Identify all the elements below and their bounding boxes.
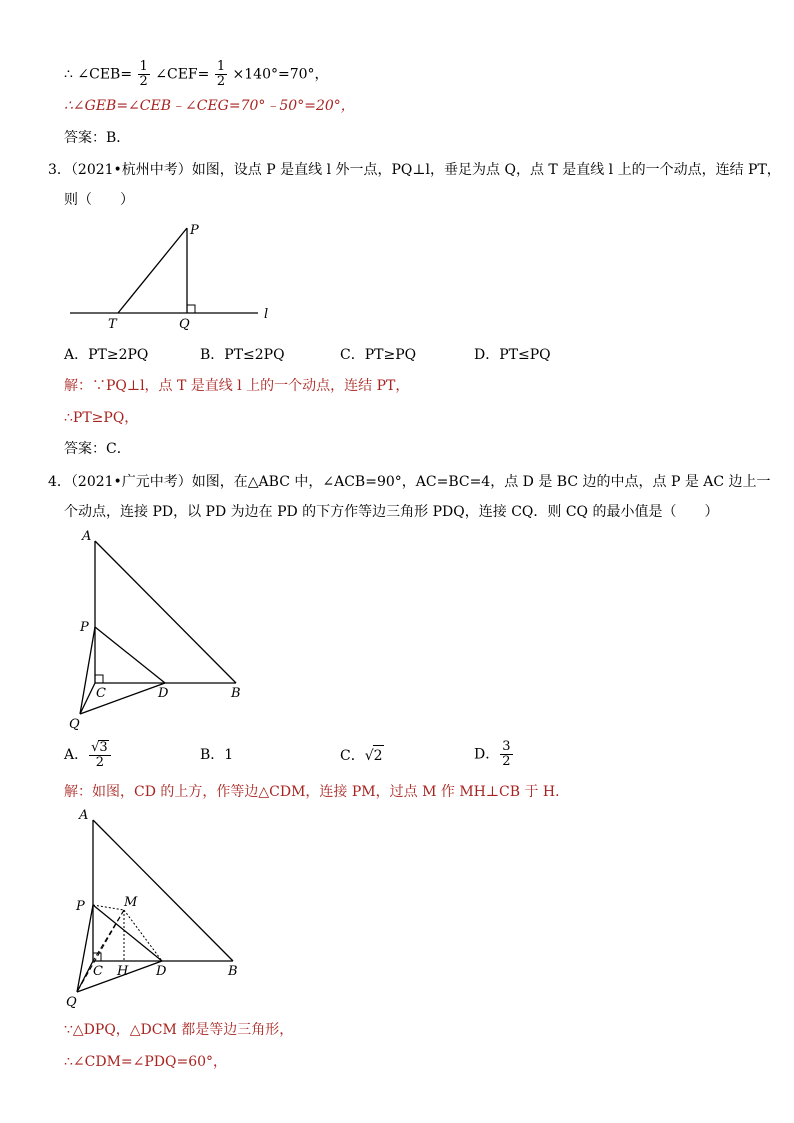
q4-solution-3: ∴∠CDM=∠PDQ=60°， bbox=[64, 1054, 228, 1070]
fraction-1-den: 2 bbox=[139, 74, 148, 89]
segment-PD bbox=[93, 905, 162, 961]
label-M: M bbox=[124, 895, 138, 910]
label-D: D bbox=[158, 686, 169, 701]
option-C-radicand: 2 bbox=[373, 745, 384, 766]
label-C: C bbox=[93, 964, 103, 979]
solution-line-2: ∴∠GEB=∠CEB﹣∠CEG=70°﹣50°=20°， bbox=[64, 98, 355, 114]
label-B: B bbox=[228, 964, 238, 979]
answer-q2: 答案：B． bbox=[64, 130, 131, 146]
option-C-label: C． bbox=[340, 748, 365, 764]
label-Q: Q bbox=[179, 317, 190, 332]
fraction-2-num: 1 bbox=[216, 59, 226, 74]
option-D-label: D． bbox=[474, 746, 500, 763]
q3-option-C: C．PT≥PQ bbox=[340, 347, 417, 363]
q3-option-D: D．PT≤PQ bbox=[474, 347, 551, 363]
segment-PQ bbox=[77, 905, 93, 992]
fraction-1-num: 1 bbox=[139, 59, 148, 74]
label-A: A bbox=[79, 808, 89, 823]
label-T: T bbox=[108, 317, 117, 332]
label-Q: Q bbox=[69, 717, 80, 732]
fraction-2-den: 2 bbox=[216, 74, 226, 89]
option-A-num: √3 bbox=[89, 740, 111, 756]
expr-part-a: ∠CEB= bbox=[77, 66, 133, 83]
label-P: P bbox=[190, 223, 199, 238]
label-Q: Q bbox=[66, 995, 77, 1010]
option-A-label: A． bbox=[64, 747, 89, 763]
option-D-den: 2 bbox=[502, 754, 511, 769]
option-A-den: 2 bbox=[95, 755, 105, 770]
label-P: P bbox=[76, 899, 85, 914]
q3-text-1: 3．（2021•杭州中考）如图，设点 P 是直线 l 外一点，PQ⊥l，垂足为点 Q，点 T 是直线 l 上的一个动点，连结 PT， bbox=[48, 162, 781, 178]
q4-solution-2: ∵△DPQ，△DCM 都是等边三角形， bbox=[64, 1022, 294, 1038]
label-C: C bbox=[96, 686, 106, 701]
label-H: H bbox=[117, 964, 129, 979]
q4-option-B: B．1 bbox=[200, 747, 234, 763]
option-A-radicand: 3 bbox=[99, 740, 108, 755]
label-l: l bbox=[264, 307, 269, 322]
q3-solution-1: 解：∵PQ⊥l，点 T 是直线 l 上的一个动点，连结 PT， bbox=[64, 378, 410, 394]
q3-option-A: A．PT≥2PQ bbox=[64, 347, 149, 363]
q3-solution-2: ∴PT≥PQ， bbox=[64, 410, 139, 426]
expr-part-b: ∠CEF= bbox=[155, 66, 210, 83]
segment-AB bbox=[93, 820, 233, 961]
q4-text-1: 4．（2021•广元中考）如图，在△ABC 中，∠ACB=90°，AC=BC=4，点 D 是 BC 边的中点，点 P 是 AC 边上一 bbox=[48, 474, 771, 490]
therefore-symbol: ∴ bbox=[64, 66, 73, 83]
q4-option-C: C．√2 bbox=[340, 745, 384, 766]
q3-option-B: B．PT≤2PQ bbox=[200, 347, 285, 363]
q3-text-2: 则（ ） bbox=[64, 192, 134, 208]
label-A: A bbox=[82, 529, 92, 544]
expr-part-c: ×140°=70°， bbox=[232, 66, 329, 83]
label-B: B bbox=[231, 686, 241, 701]
label-D: D bbox=[156, 964, 167, 979]
q4-text-2: 个动点，连接 PD，以 PD 为边在 PD 的下方作等边三角形 PDQ，连接 CQ．则 CQ 的最小值是（ ） bbox=[64, 504, 719, 520]
label-P: P bbox=[80, 620, 89, 635]
answer-q3: 答案：C． bbox=[64, 441, 131, 457]
option-D-num: 3 bbox=[502, 739, 511, 754]
q4-solution-1: 解：如图，CD 的上方，作等边△CDM，连接 PM，过点 M 作 MH⊥CB 于 H． bbox=[64, 784, 570, 800]
